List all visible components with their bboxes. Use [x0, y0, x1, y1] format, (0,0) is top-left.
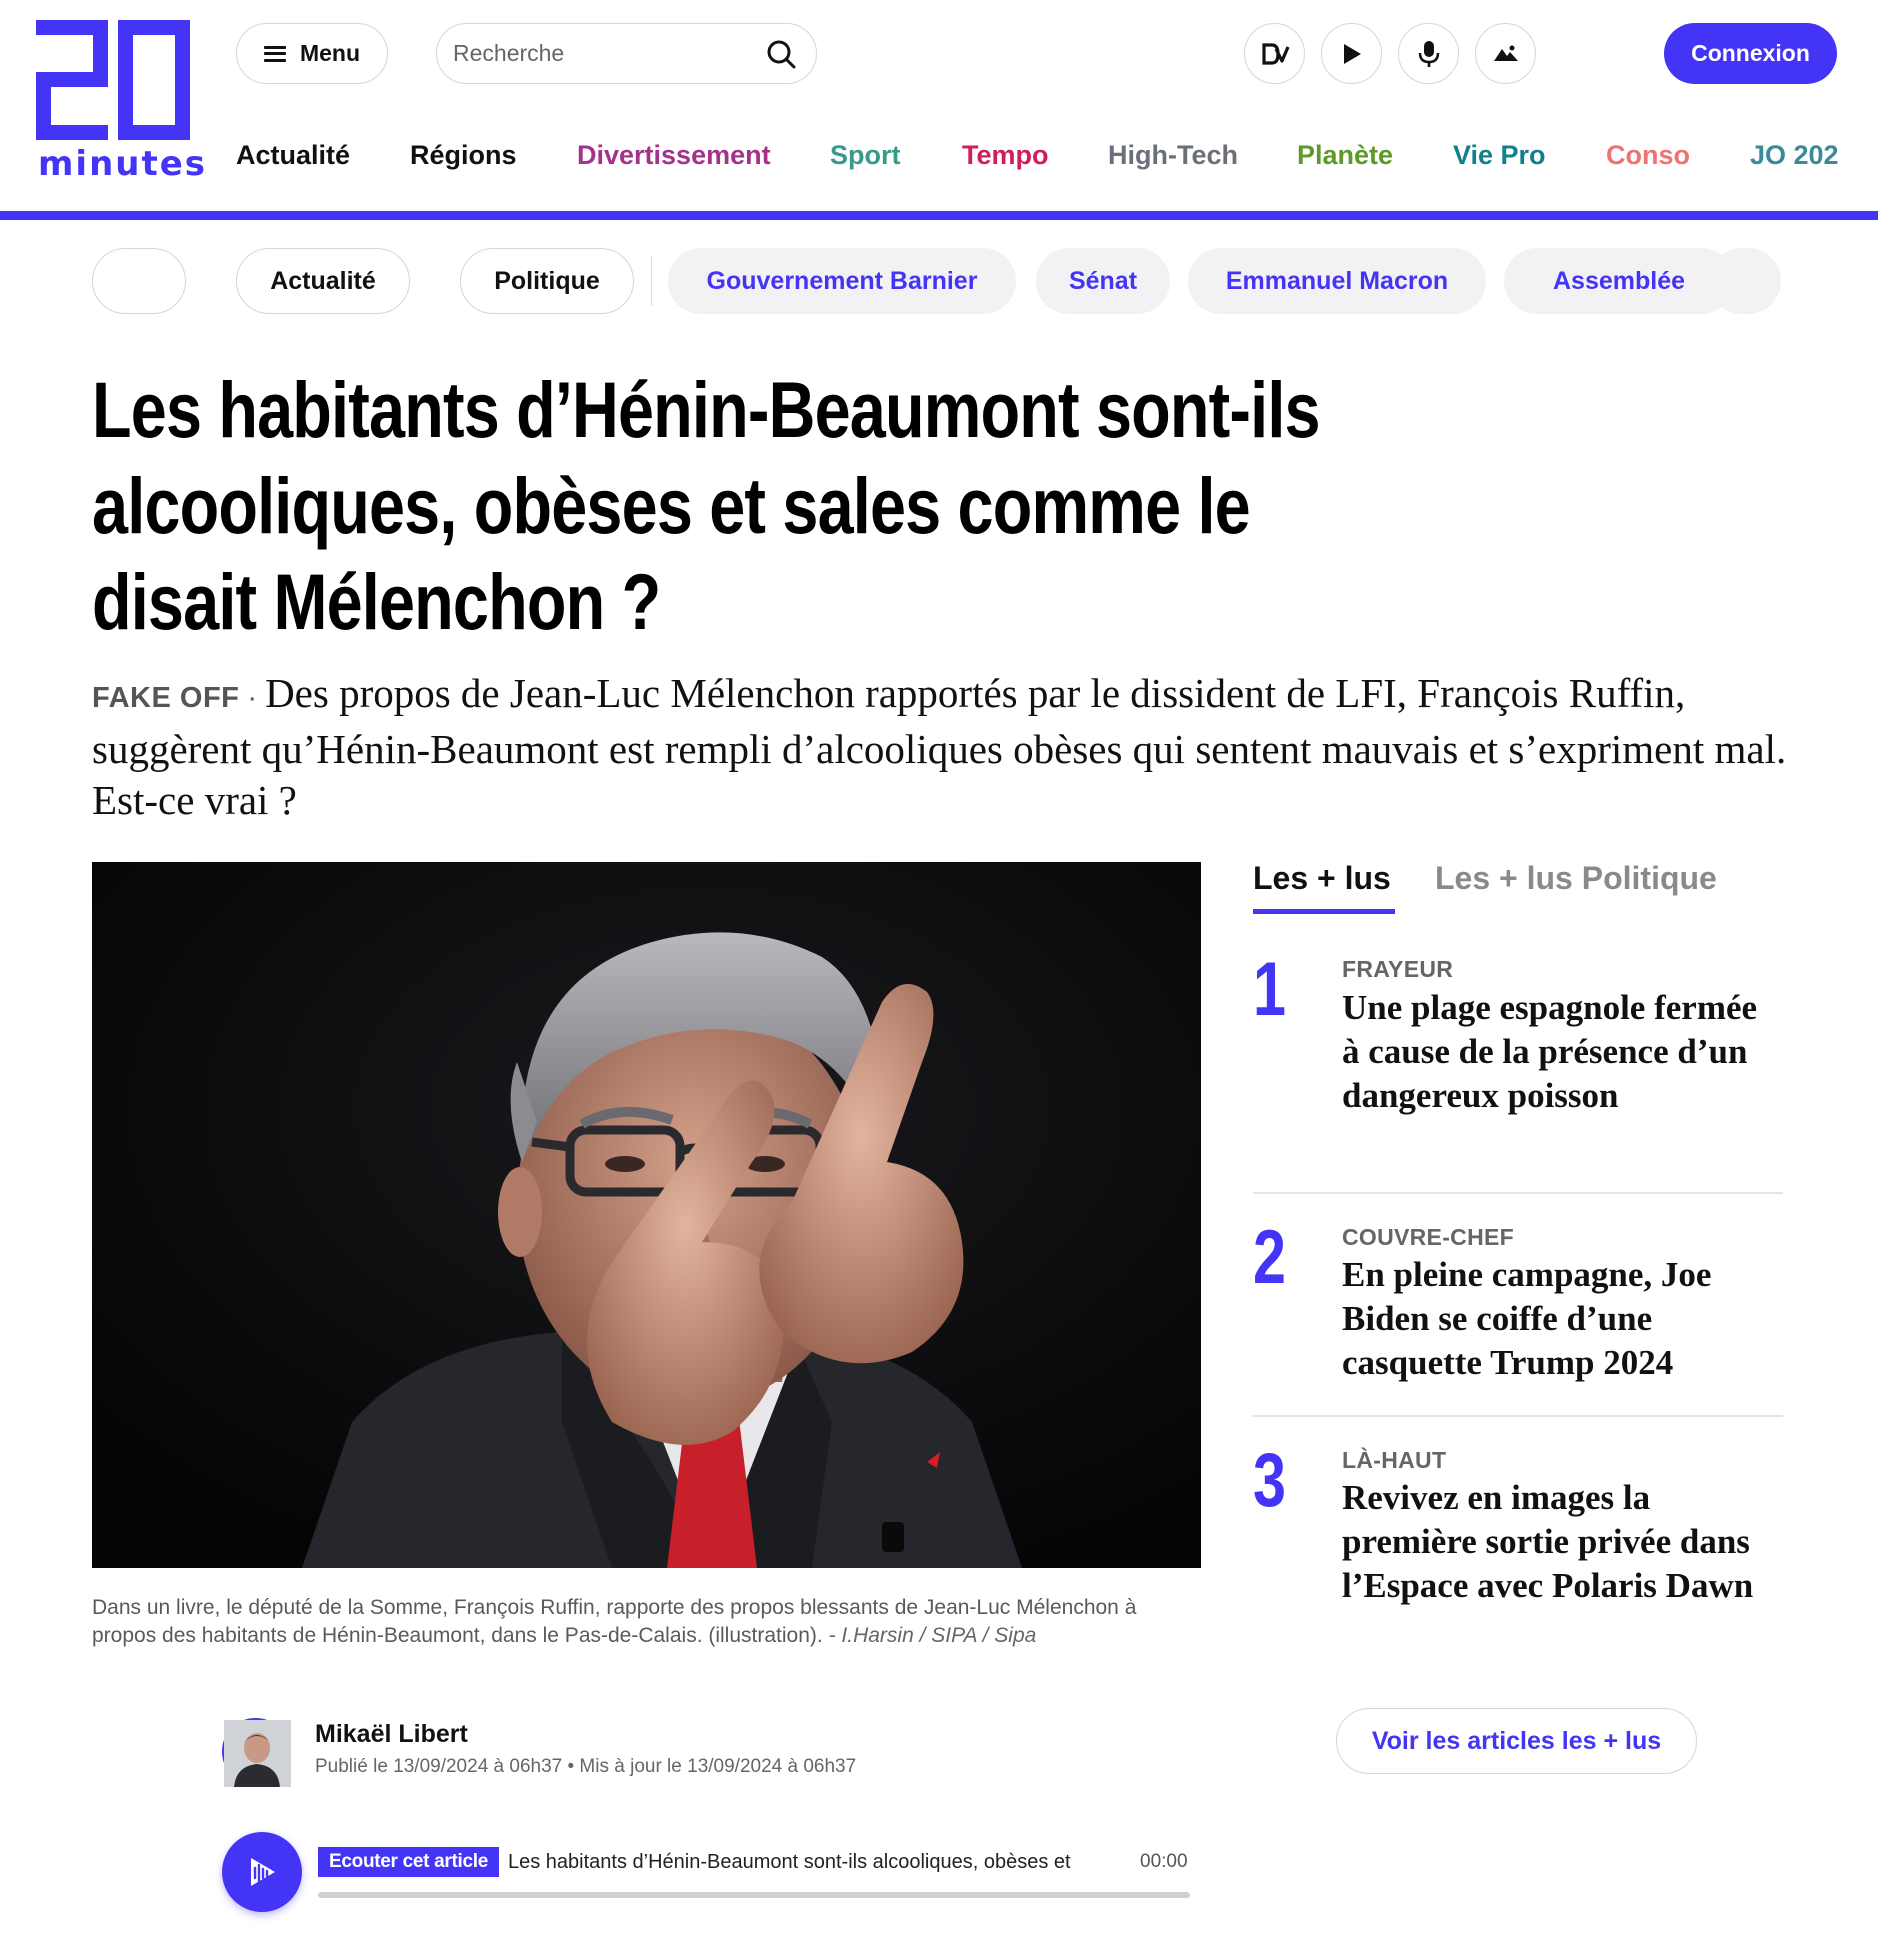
caption-text: Dans un livre, le député de la Somme, François Ruffin, rapporte des propos blessants de Jean-Luc Mélenchon à propos des habitants de Hénin-Beaumont, dans le Pas-de-Calais. (illustration).: [92, 1596, 1137, 1647]
mountain-photo-icon: [1493, 43, 1519, 65]
rank-number: 1: [1253, 947, 1286, 1032]
kicker-separator: ·: [247, 682, 258, 714]
tag-emmanuel-macron[interactable]: Emmanuel Macron: [1188, 248, 1486, 314]
tag-senat[interactable]: Sénat: [1036, 248, 1170, 314]
author-photo: [224, 1720, 291, 1787]
photo-caption: [92, 1594, 1192, 1650]
logo-wordmark: minutes: [38, 144, 208, 184]
rank-number: 2: [1253, 1215, 1286, 1300]
search-input[interactable]: [453, 24, 753, 83]
nav-regions[interactable]: Régions: [410, 140, 517, 170]
nav-high-tech[interactable]: High-Tech: [1108, 140, 1238, 170]
most-read-item-3[interactable]: Revivez en images la première sortie privée dans l’Espace avec Polaris Dawn: [1342, 1478, 1754, 1605]
audio-time: 00:00: [1140, 1851, 1188, 1872]
article-kicker: FAKE OFF: [92, 682, 240, 714]
search-icon[interactable]: [766, 39, 796, 69]
nav-sport[interactable]: Sport: [830, 140, 901, 170]
tv-button[interactable]: [1244, 23, 1305, 84]
item-kicker: COUVRE-CHEF: [1342, 1224, 1514, 1250]
nav-planete[interactable]: Planète: [1297, 140, 1394, 170]
author-name[interactable]: Mikaël Libert: [315, 1720, 468, 1748]
tag-assemblee[interactable]: Assemblée: [1504, 248, 1734, 314]
publish-date: Publié le 13/09/2024 à 06h37 • Mis à jour le 13/09/2024 à 06h37: [315, 1756, 857, 1777]
audio-track-title: Les habitants d’Hénin-Beaumont sont-ils alcooliques, obèses et: [508, 1851, 1071, 1873]
podcast-button[interactable]: [1398, 23, 1459, 84]
breadcrumb-actualite[interactable]: Actualité: [236, 248, 410, 314]
search-box[interactable]: [436, 23, 817, 84]
item-separator: [1253, 1415, 1783, 1417]
photo-button[interactable]: [1475, 23, 1536, 84]
tab-most-read[interactable]: Les + lus: [1253, 860, 1391, 896]
main-nav: [236, 140, 1838, 180]
nav-divertissement[interactable]: Divertissement: [577, 140, 771, 170]
article-title: Les habitants d’Hénin-Beaumont sont-ils alcooliques, obèses et sales comme le disait Mélenchon ?: [92, 365, 1320, 646]
tab-most-read-politique[interactable]: Les + lus Politique: [1435, 860, 1717, 896]
logo-20-digits: [36, 20, 190, 140]
article-lead-text: Des propos de Jean-Luc Mélenchon rapportés par le dissident de LFI, François Ruffin, suggèrent qu’Hénin-Beaumont est rempli d’alcooliques obèses qui sentent mauvais et s’expriment mal. Est-ce vrai ?: [92, 670, 1787, 823]
20mn-tv-icon: [1260, 41, 1290, 67]
article-lead: [92, 668, 1792, 826]
hamburger-icon: [264, 46, 286, 62]
topic-tags: [666, 240, 1686, 324]
nav-tempo[interactable]: Tempo: [962, 140, 1049, 170]
rank-number: 3: [1253, 1438, 1286, 1523]
most-read-item-2[interactable]: En pleine campagne, Joe Biden se coiffe d’une casquette Trump 2024: [1342, 1255, 1712, 1382]
menu-button[interactable]: [236, 23, 388, 84]
active-tab-indicator: [1253, 909, 1395, 914]
site-logo[interactable]: [36, 20, 208, 184]
item-kicker: LÀ-HAUT: [1342, 1447, 1447, 1473]
video-button[interactable]: [1321, 23, 1382, 84]
nav-conso[interactable]: Conso: [1606, 140, 1690, 170]
breadcrumb-politique[interactable]: Politique: [460, 248, 634, 314]
nav-jo[interactable]: JO 202: [1750, 140, 1839, 170]
item-kicker: FRAYEUR: [1342, 956, 1454, 982]
tags-divider: [651, 256, 652, 306]
nav-vie-pro[interactable]: Vie Pro: [1453, 140, 1546, 170]
login-button[interactable]: Connexion: [1664, 23, 1837, 84]
audio-progress-bar[interactable]: [318, 1892, 1190, 1898]
nav-actualite[interactable]: Actualité: [236, 140, 351, 170]
play-icon: [1341, 42, 1363, 66]
item-separator: [1253, 1192, 1783, 1194]
microphone-icon: [1418, 40, 1440, 68]
melenchon-photo-illustration: [92, 862, 1201, 1568]
listen-article-label: Ecouter cet article: [318, 1847, 499, 1877]
author-avatar[interactable]: [222, 1718, 289, 1785]
see-most-read-button[interactable]: Voir les articles les + lus: [1336, 1708, 1697, 1774]
menu-label: Menu: [299, 40, 361, 66]
audio-play-button[interactable]: [222, 1832, 302, 1912]
tag-gouvernement-barnier[interactable]: Gouvernement Barnier: [668, 248, 1016, 314]
audio-waveform-play-icon: [242, 1852, 282, 1892]
site-header: [0, 0, 1878, 220]
article-photo: [92, 862, 1201, 1568]
most-read-item-1[interactable]: Une plage espagnole fermée à cause de la présence d’un dangereux poisson: [1342, 988, 1758, 1115]
tags-scroll-right-button[interactable]: [1709, 248, 1781, 314]
tags-scroll-left-button[interactable]: [92, 248, 186, 314]
photo-credit: - I.Harsin / SIPA / Sipa: [828, 1624, 1037, 1647]
